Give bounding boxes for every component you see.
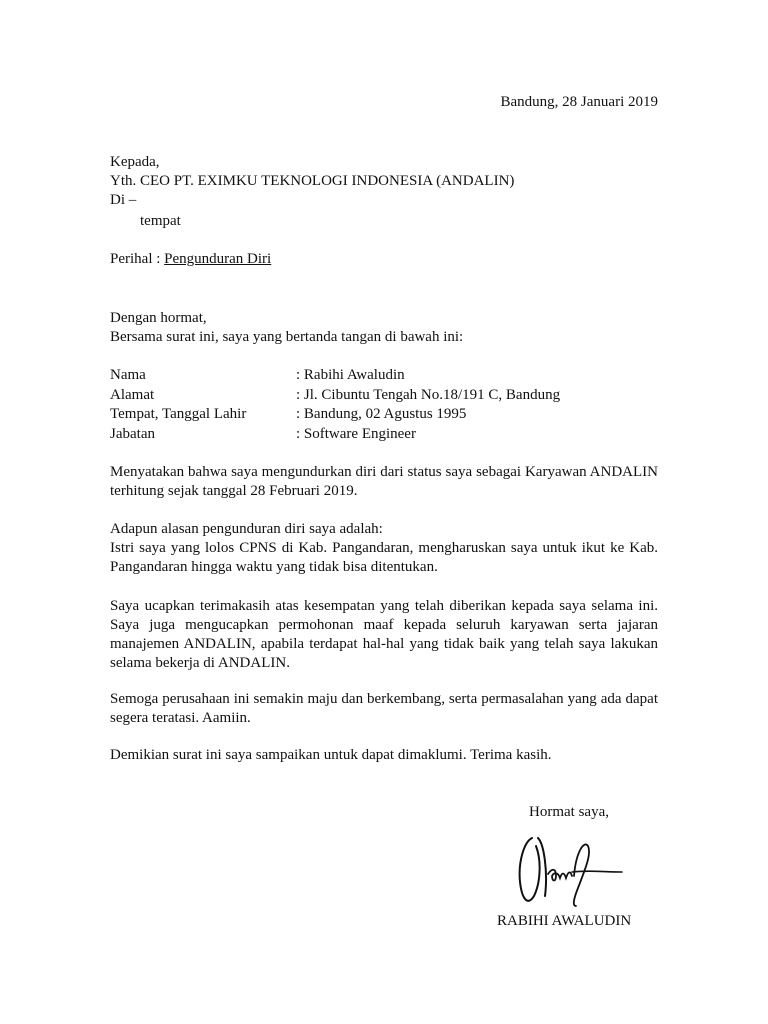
identity-row [110,425,560,445]
signature-image [514,832,624,912]
hope-paragraph: Semoga perusahaan ini semakin maju dan berkembang, serta permasalahan yang ada dapat segera teratasi. Aamiin. [110,691,658,726]
intro-text: Bersama surat ini, saya yang bertanda tangan di bawah ini: [110,329,464,345]
identity-label: Tempat, Tanggal Lahir [110,406,247,422]
reason-heading: Adapun alasan pengunduran diri saya adalah: [110,521,383,537]
thanks-paragraph: Saya ucapkan terimakasih atas kesempatan yang telah diberikan kepada saya selama ini. Saya juga mengucapkan permohonan maaf kepada seluruh karyawan serta jajaran manajemen ANDALIN, apabila terdapat hal-hal yang tidak baik yang telah saya lakukan selama bekerja di ANDALIN. [110,598,658,671]
identity-label: Nama [110,367,146,383]
recipient-name: Yth. CEO PT. EXIMKU TEKNOLOGI INDONESIA (ANDALIN) [110,173,515,189]
letter-date: Bandung, 28 Januari 2019 [500,94,658,110]
identity-row [110,405,560,425]
opening-block [110,309,463,347]
identity-row [110,366,560,386]
identity-value: : Rabihi Awaludin [296,367,405,383]
recipient-place: tempat [140,213,181,229]
identity-row [110,386,560,406]
reason-body: Istri saya yang lolos CPNS di Kab. Pangandaran, mengharuskan saya untuk ikut ke Kab. Pangandaran hingga waktu yang tidak bisa ditentukan. [110,540,658,575]
subject-line [110,250,271,269]
salutation: Dengan hormat, [110,310,207,326]
recipient-block [110,153,514,231]
identity-table [110,366,560,444]
subject-label: Perihal : [110,251,165,267]
identity-label: Jabatan [110,425,155,442]
recipient-greeting: Kepada, [110,154,160,170]
closing-paragraph: Demikian surat ini saya sampaikan untuk dapat dimaklumi. Terima kasih. [110,747,552,763]
recipient-di: Di – [110,192,137,208]
closing-salutation: Hormat saya, [529,804,609,820]
signer-name: RABIHI AWALUDIN [497,913,632,929]
identity-value: : Jl. Cibuntu Tengah No.18/191 C, Bandung [296,386,561,403]
statement-paragraph: Menyatakan bahwa saya mengundurkan diri dari status saya sebagai Karyawan ANDALIN terhitung sejak tanggal 28 Februari 2019. [110,464,658,499]
reason-paragraph [110,520,658,577]
subject-value: Pengunduran Diri [164,251,272,267]
identity-value: : Bandung, 02 Agustus 1995 [296,406,467,422]
identity-label: Alamat [110,386,155,403]
identity-value: : Software Engineer [296,425,416,442]
